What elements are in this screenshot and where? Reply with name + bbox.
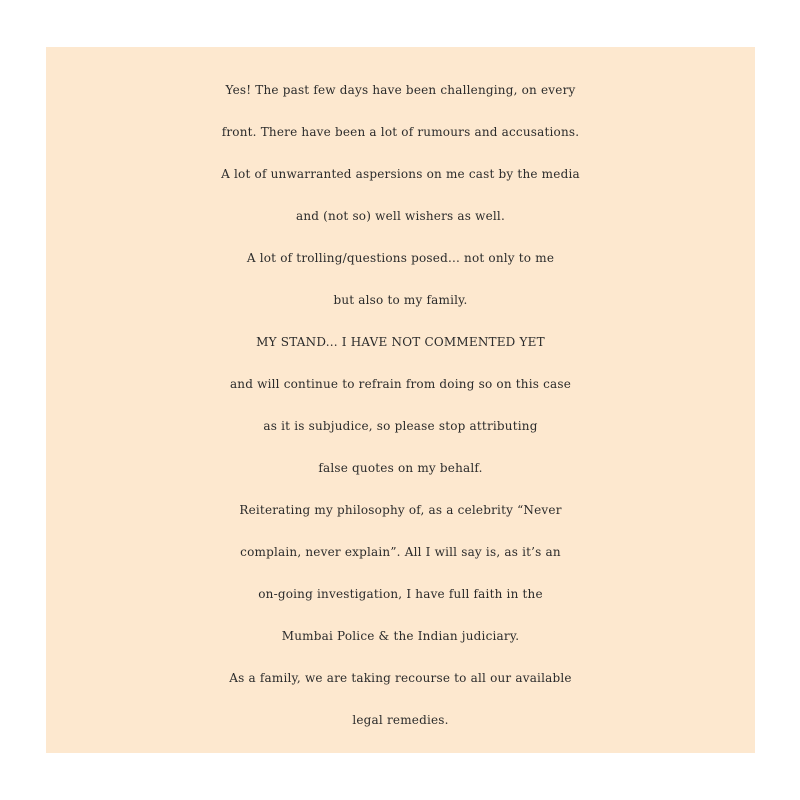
statement-line: As a family, we are taking recourse to all our available xyxy=(229,671,572,685)
statement-line: as it is subjudice, so please stop attributing xyxy=(263,419,538,433)
statement-line: Yes! The past few days have been challenging, on every xyxy=(225,83,576,97)
statement-line: Mumbai Police & the Indian judiciary. xyxy=(281,629,520,643)
statement-line: Reiterating my philosophy of, as a celebrity “Never xyxy=(239,503,562,517)
statement-line: on-going investigation, I have full faith in the xyxy=(258,587,543,601)
statement-line: false quotes on my behalf. xyxy=(318,461,483,475)
statement-line: A lot of trolling/questions posed... not only to me xyxy=(246,251,555,265)
statement-line: legal remedies. xyxy=(352,713,449,727)
statement-text xyxy=(46,69,755,741)
statement-line: and (not so) well wishers as well. xyxy=(296,209,505,223)
statement-line: and will continue to refrain from doing so on this case xyxy=(229,377,572,391)
statement-line: MY STAND... I HAVE NOT COMMENTED YET xyxy=(256,335,545,349)
statement-line: but also to my family. xyxy=(333,293,468,307)
statement-card xyxy=(46,47,755,753)
statement-line: A lot of unwarranted aspersions on me cast by the media xyxy=(221,167,580,181)
statement-line: front. There have been a lot of rumours and accusations. xyxy=(221,125,580,139)
statement-line: complain, never explain”. All I will say is, as it’s an xyxy=(240,545,561,559)
